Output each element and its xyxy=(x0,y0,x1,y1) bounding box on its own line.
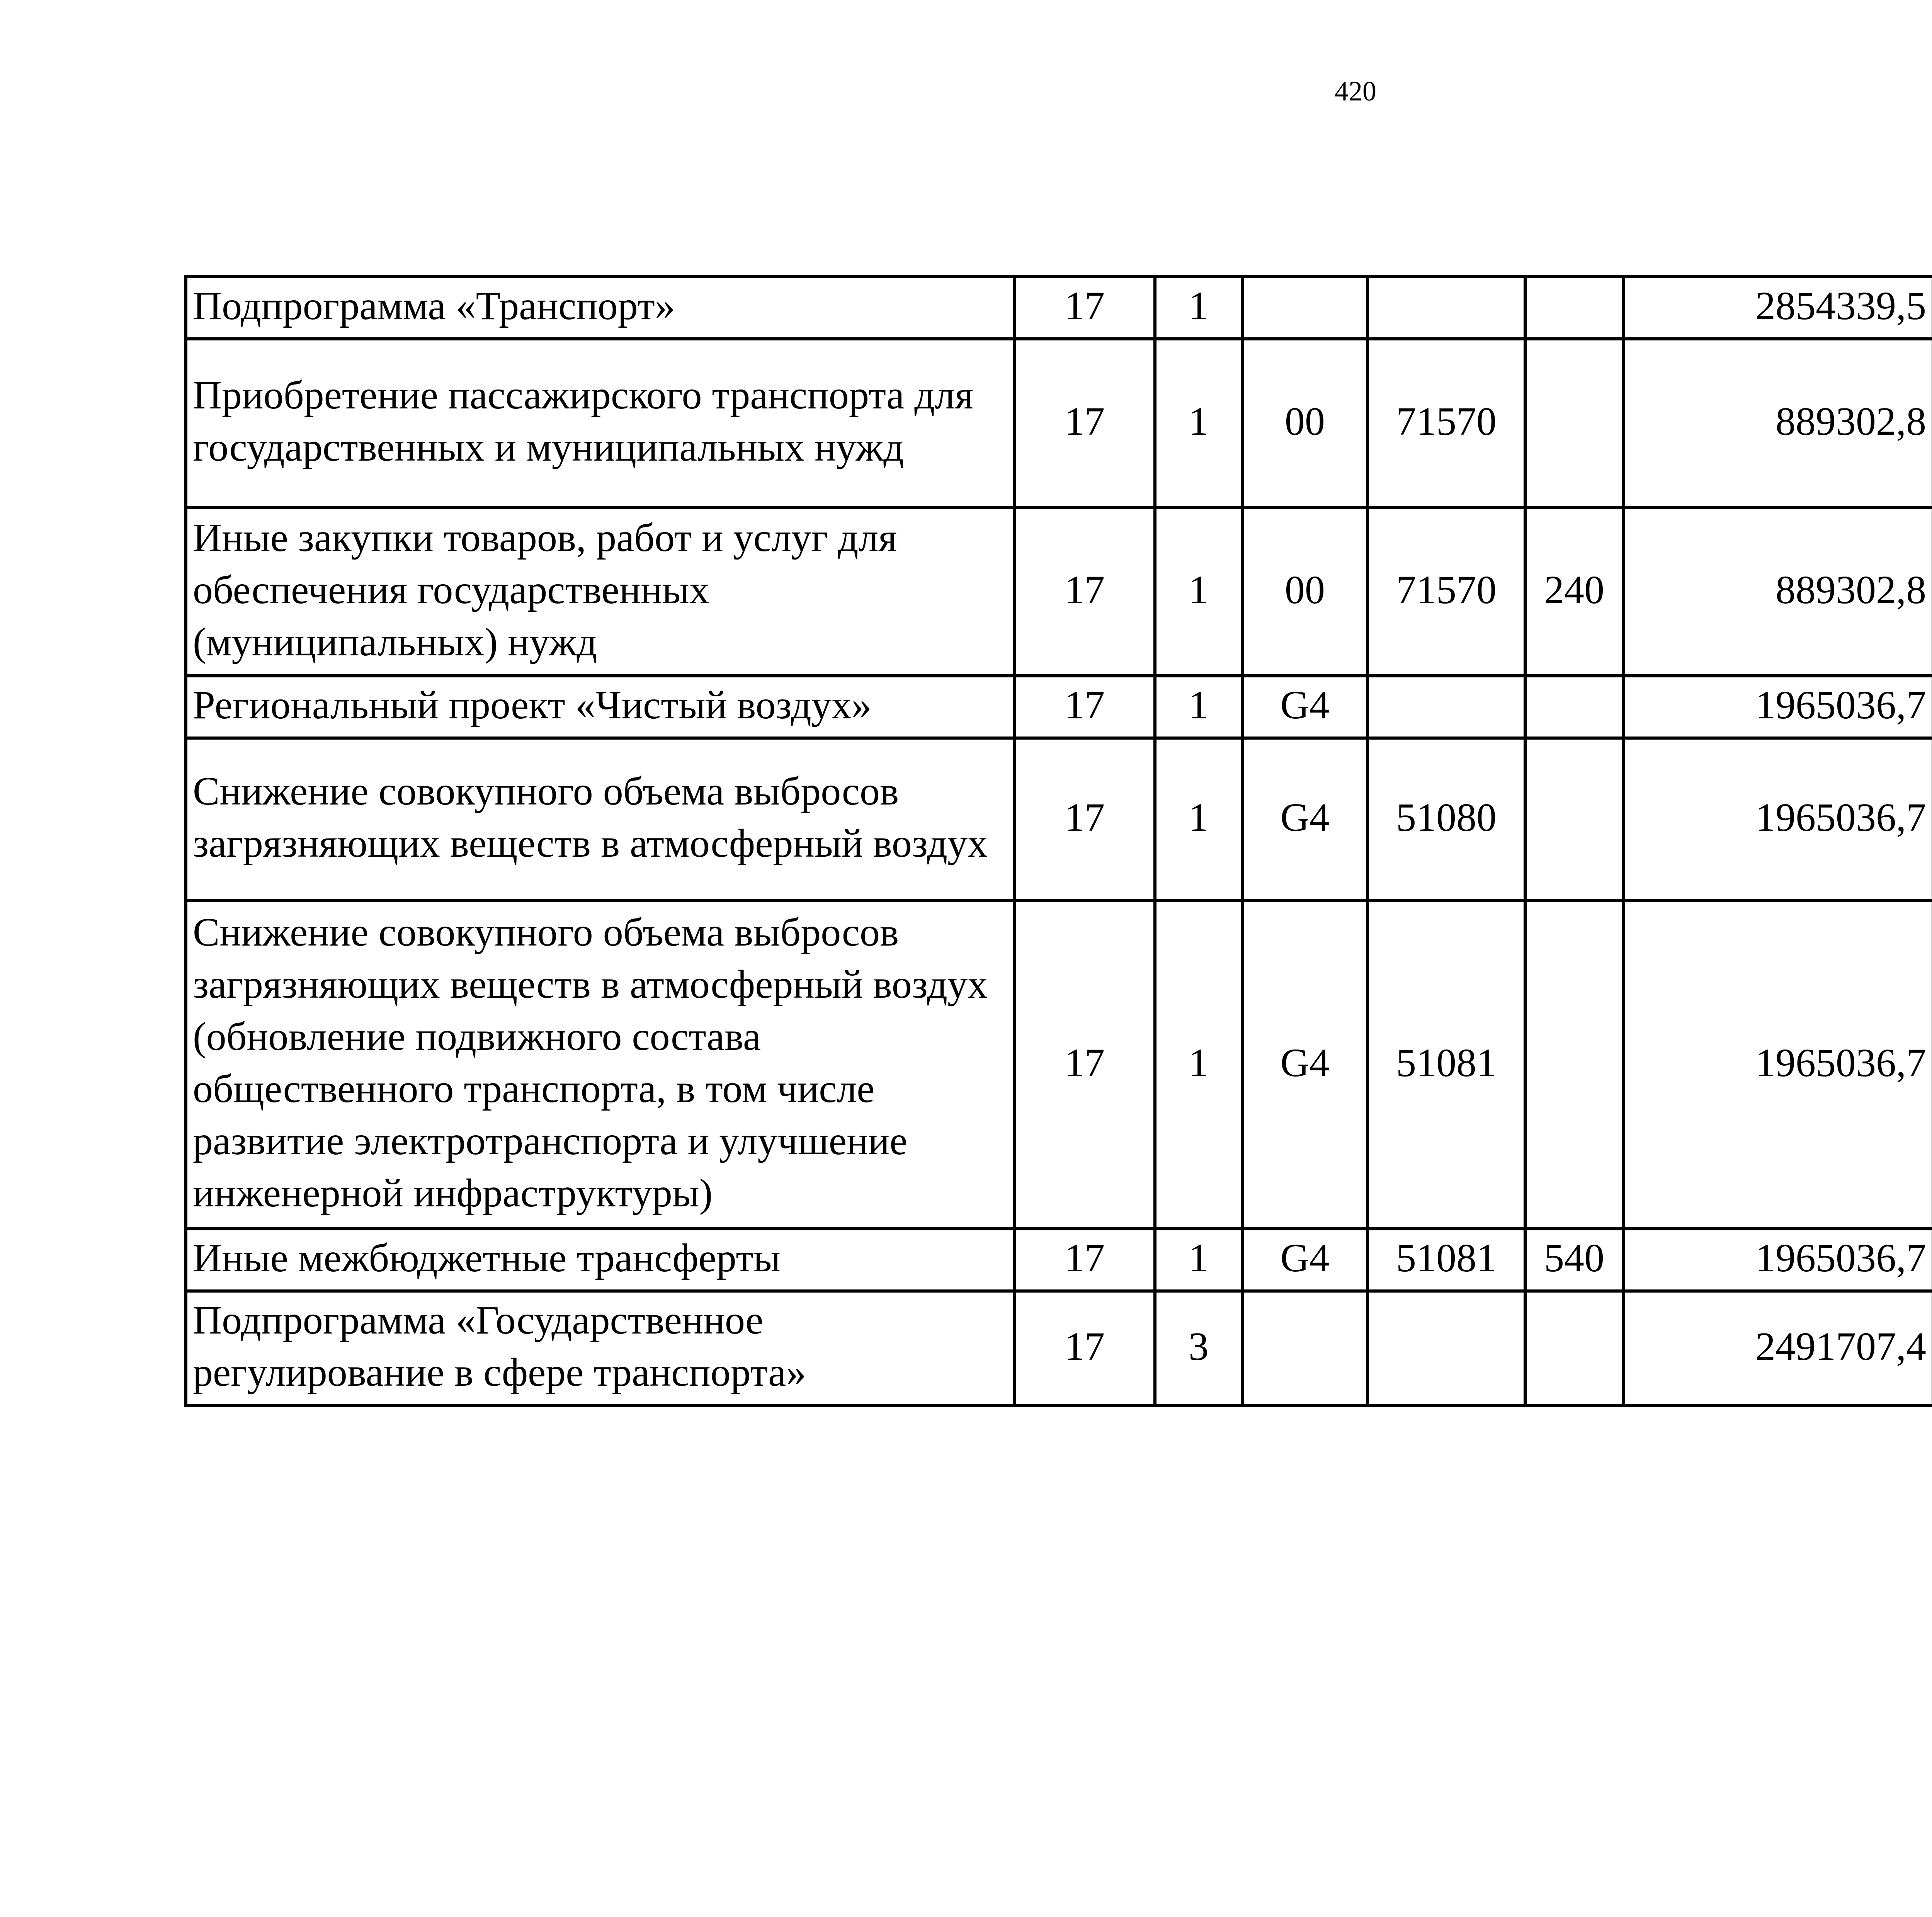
ss-code xyxy=(1242,1291,1367,1405)
direction-code xyxy=(1367,676,1525,738)
vr-code xyxy=(1525,1291,1623,1405)
gp-code: 17 xyxy=(1014,1229,1155,1291)
pp-code: 1 xyxy=(1155,507,1242,676)
direction-code: 51081 xyxy=(1367,900,1525,1229)
row-name: Снижение совокупного объема выбросов загрязняющих веществ в атмосферный воздух (обновление подвижного состава общественного транспорта, в том числе развитие электротранспорта и улучшение инженерной инфраструктуры) xyxy=(186,900,1014,1229)
page-number: 420 xyxy=(1335,76,1376,107)
amount-1: 1965036,7 xyxy=(1623,900,1932,1229)
row-name: Приобретение пассажирского транспорта для государственных и муниципальных нужд xyxy=(186,339,1014,507)
gp-code: 17 xyxy=(1014,339,1155,507)
ss-code xyxy=(1242,277,1367,339)
gp-code: 17 xyxy=(1014,738,1155,900)
row-name: Снижение совокупного объема выбросов загрязняющих веществ в атмосферный воздух xyxy=(186,738,1014,900)
ss-code: 00 xyxy=(1242,507,1367,676)
direction-code xyxy=(1367,277,1525,339)
row-name: Иные закупки товаров, работ и услуг для обеспечения государственных (муниципальных) нужд xyxy=(186,507,1014,676)
gp-code: 17 xyxy=(1014,277,1155,339)
direction-code: 71570 xyxy=(1367,507,1525,676)
budget-table xyxy=(184,275,1932,1407)
pp-code: 1 xyxy=(1155,339,1242,507)
vr-code xyxy=(1525,738,1623,900)
ss-code: G4 xyxy=(1242,738,1367,900)
vr-code xyxy=(1525,277,1623,339)
table-row xyxy=(186,507,1932,676)
amount-1: 889302,8 xyxy=(1623,507,1932,676)
amount-1: 2854339,5 xyxy=(1623,277,1932,339)
amount-1: 2491707,4 xyxy=(1623,1291,1932,1405)
vr-code: 540 xyxy=(1525,1229,1623,1291)
vr-code xyxy=(1525,900,1623,1229)
table-row xyxy=(186,339,1932,507)
row-name: Подпрограмма «Государственное регулирование в сфере транспорта» xyxy=(186,1291,1014,1405)
amount-1: 1965036,7 xyxy=(1623,1229,1932,1291)
pp-code: 1 xyxy=(1155,277,1242,339)
pp-code: 1 xyxy=(1155,676,1242,738)
direction-code: 51080 xyxy=(1367,738,1525,900)
ss-code: G4 xyxy=(1242,676,1367,738)
pp-code: 1 xyxy=(1155,738,1242,900)
direction-code xyxy=(1367,1291,1525,1405)
gp-code: 17 xyxy=(1014,1291,1155,1405)
gp-code: 17 xyxy=(1014,676,1155,738)
table-row xyxy=(186,1291,1932,1405)
gp-code: 17 xyxy=(1014,507,1155,676)
table-row xyxy=(186,900,1932,1229)
pp-code: 1 xyxy=(1155,1229,1242,1291)
ss-code: 00 xyxy=(1242,339,1367,507)
amount-1: 889302,8 xyxy=(1623,339,1932,507)
row-name: Региональный проект «Чистый воздух» xyxy=(186,676,1014,738)
vr-code: 240 xyxy=(1525,507,1623,676)
table-row xyxy=(186,1229,1932,1291)
vr-code xyxy=(1525,339,1623,507)
ss-code: G4 xyxy=(1242,900,1367,1229)
vr-code xyxy=(1525,676,1623,738)
amount-1: 1965036,7 xyxy=(1623,738,1932,900)
table-row xyxy=(186,676,1932,738)
ss-code: G4 xyxy=(1242,1229,1367,1291)
pp-code: 1 xyxy=(1155,900,1242,1229)
amount-1: 1965036,7 xyxy=(1623,676,1932,738)
table-row xyxy=(186,738,1932,900)
table-row xyxy=(186,277,1932,339)
direction-code: 51081 xyxy=(1367,1229,1525,1291)
direction-code: 71570 xyxy=(1367,339,1525,507)
row-name: Иные межбюджетные трансферты xyxy=(186,1229,1014,1291)
pp-code: 3 xyxy=(1155,1291,1242,1405)
row-name: Подпрограмма «Транспорт» xyxy=(186,277,1014,339)
gp-code: 17 xyxy=(1014,900,1155,1229)
